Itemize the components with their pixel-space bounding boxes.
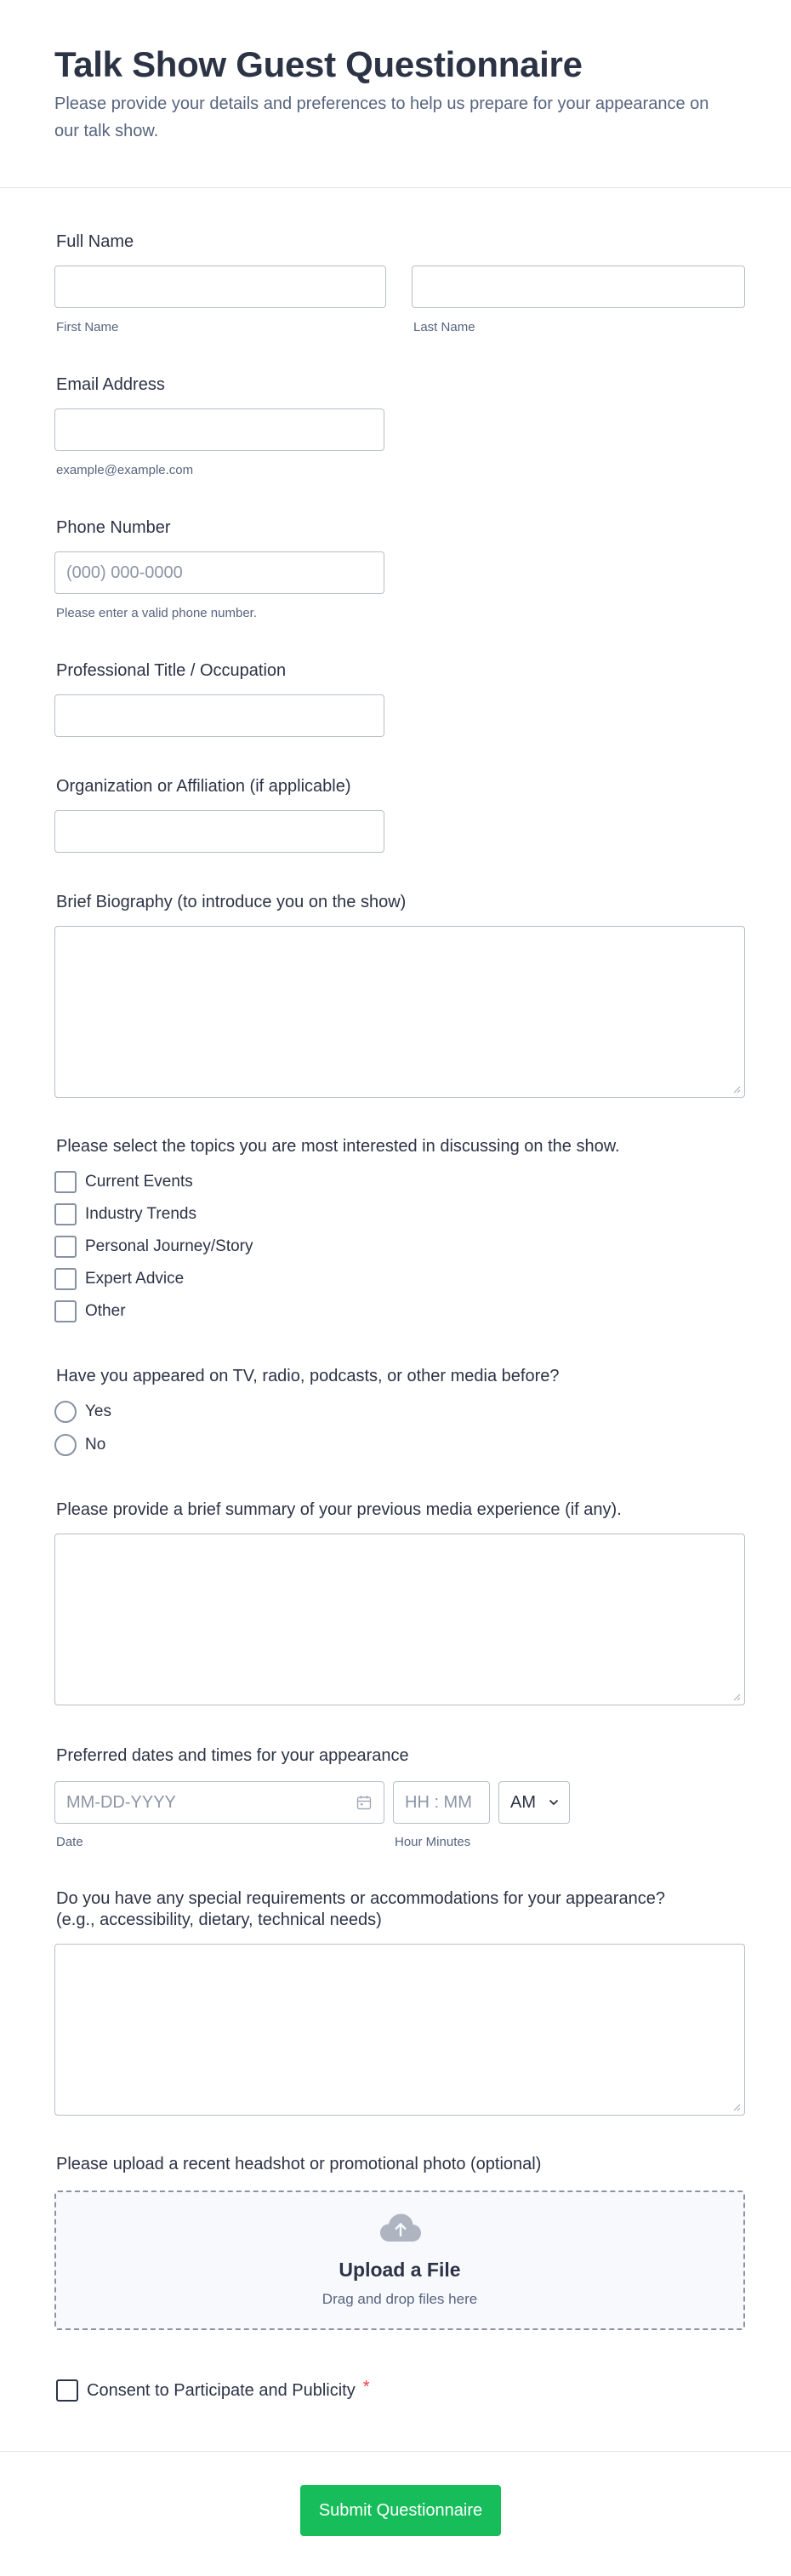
requirements-label-line1: Do you have any special requirements or accommodations for your appearance?: [56, 1889, 665, 1908]
topic-option-label: Industry Trends: [85, 1205, 196, 1223]
phone-sublabel: Please enter a valid phone number.: [56, 606, 257, 620]
radio-button[interactable]: [54, 1401, 77, 1423]
form-subtitle: Please provide your details and preferences to help us prepare for your appearance on our talk show.: [54, 94, 709, 140]
ampm-select[interactable]: [498, 1781, 570, 1824]
time-placeholder: HH : MM: [405, 1793, 472, 1812]
occupation-label: Professional Title / Occupation: [56, 661, 287, 680]
consent-label: Consent to Participate and Publicity: [87, 2380, 356, 2400]
submit-button[interactable]: Submit Questionnaire: [300, 2485, 501, 2536]
media-summary-label: Please provide a brief summary of your previous media experience (if any).: [56, 1500, 622, 1519]
time-sublabel: Hour Minutes: [395, 1835, 471, 1849]
full-name-label: Full Name: [56, 232, 134, 251]
topic-option[interactable]: [54, 1268, 184, 1290]
first-name-input[interactable]: [54, 266, 386, 308]
topic-option-label: Personal Journey/Story: [85, 1237, 253, 1255]
date-input[interactable]: [54, 1781, 384, 1824]
topic-option[interactable]: [54, 1171, 193, 1193]
last-name-sublabel: Last Name: [413, 320, 475, 334]
form-header: [0, 0, 791, 188]
media-option-label: Yes: [85, 1402, 111, 1420]
cloud-upload-icon: [379, 2213, 422, 2243]
upload-title: Upload a File: [339, 2259, 461, 2281]
biography-label: Brief Biography (to introduce you on the show): [56, 893, 407, 911]
checkbox[interactable]: [54, 1203, 77, 1225]
checkbox[interactable]: [54, 1268, 77, 1290]
topic-option-label: Expert Advice: [85, 1270, 185, 1288]
date-placeholder: MM-DD-YYYY: [66, 1793, 176, 1812]
organization-label: Organization or Affiliation (if applicable): [56, 777, 351, 796]
resize-handle-icon[interactable]: [732, 1693, 741, 1701]
resize-handle-icon[interactable]: [732, 1085, 741, 1094]
last-name-input[interactable]: [412, 266, 745, 308]
topic-option[interactable]: [54, 1236, 253, 1258]
date-sublabel: Date: [56, 1835, 83, 1849]
resize-handle-icon[interactable]: [732, 2103, 741, 2111]
consent-option[interactable]: [56, 2379, 370, 2402]
file-upload-dropzone[interactable]: [54, 2190, 745, 2330]
email-label: Email Address: [56, 375, 165, 394]
topic-option[interactable]: [54, 1203, 196, 1225]
required-mark: *: [362, 2377, 370, 2396]
media-option-label: No: [85, 1436, 106, 1454]
phone-input[interactable]: [54, 551, 384, 594]
form-title: Talk Show Guest Questionnaire: [54, 44, 583, 84]
media-before-label: Have you appeared on TV, radio, podcasts, or other media before?: [56, 1367, 560, 1385]
ampm-value: AM: [510, 1792, 536, 1812]
topic-option[interactable]: [54, 1300, 126, 1322]
media-option-no[interactable]: [54, 1434, 105, 1456]
organization-input[interactable]: [54, 810, 384, 853]
calendar-icon[interactable]: [356, 1795, 372, 1810]
phone-label: Phone Number: [56, 518, 171, 537]
media-summary-textarea[interactable]: [54, 1534, 745, 1705]
checkbox[interactable]: [54, 1236, 77, 1258]
checkbox[interactable]: [54, 1171, 77, 1193]
first-name-sublabel: First Name: [56, 320, 119, 334]
preferred-label: Preferred dates and times for your appearance: [56, 1746, 409, 1765]
email-input[interactable]: [54, 408, 384, 451]
email-sublabel: example@example.com: [56, 463, 194, 477]
radio-button[interactable]: [54, 1434, 77, 1456]
requirements-label-line2: (e.g., accessibility, dietary, technical needs): [56, 1911, 382, 1929]
phone-placeholder: (000) 000-0000: [66, 563, 183, 582]
topic-option-label: Other: [85, 1302, 126, 1320]
biography-textarea[interactable]: [54, 926, 745, 1098]
upload-subtitle: Drag and drop files here: [322, 2291, 478, 2307]
footer-divider: [0, 2451, 791, 2452]
chevron-down-icon: [549, 1799, 559, 1806]
occupation-input[interactable]: [54, 694, 384, 737]
upload-label: Please upload a recent headshot or promotional photo (optional): [56, 2155, 542, 2173]
topic-option-label: Current Events: [85, 1173, 193, 1191]
topics-label: Please select the topics you are most interested in discussing on the show.: [56, 1137, 620, 1156]
time-input[interactable]: [393, 1781, 490, 1824]
checkbox[interactable]: [54, 1300, 77, 1322]
consent-checkbox[interactable]: [56, 2379, 78, 2402]
media-option-yes[interactable]: [54, 1401, 111, 1423]
requirements-textarea[interactable]: [54, 1944, 745, 2116]
